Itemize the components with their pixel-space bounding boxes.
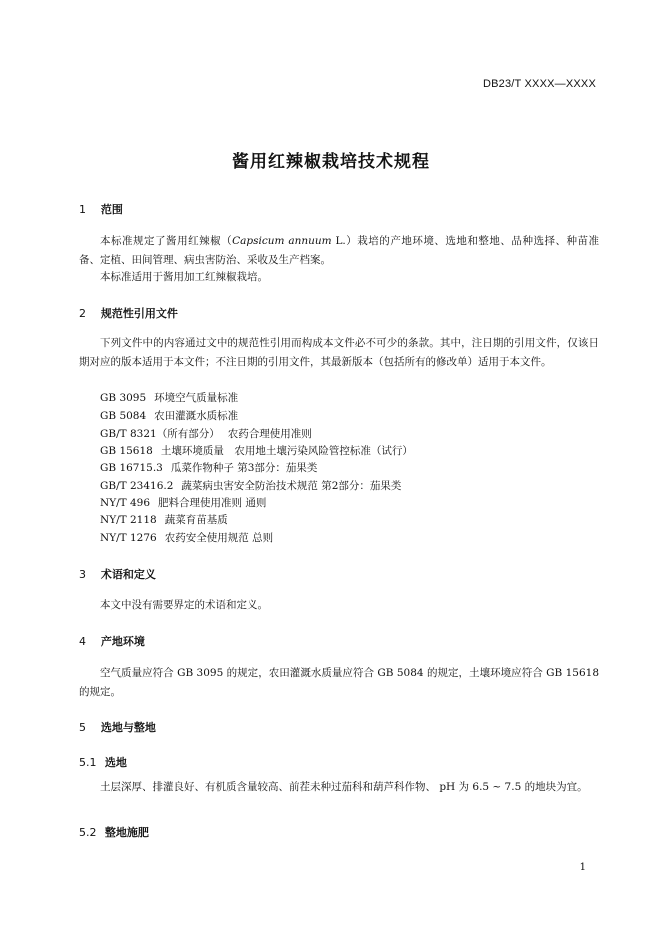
environment-paragraph: 空气质量应符合 GB 3095 的规定，农田灌溉水质量应符合 GB 5084 的规定，土壤环境应符合 GB 15618 的规定。 [79, 667, 599, 698]
section-number: 1 [79, 203, 86, 216]
latin-name: Capsicum annuum [232, 235, 332, 247]
reference-item: NY/T 1276 农药安全使用规范 总则 [100, 532, 274, 544]
reference-item: NY/T 496 肥料合理使用准则 通则 [100, 497, 267, 509]
section-number: 3 [79, 568, 86, 581]
section-title: 选地 [104, 756, 127, 769]
standard-code: DB23/T XXXX—XXXX [482, 78, 596, 90]
scope-paragraph-1: 本标准规定了酱用红辣椒（Capsicum annuum L.）栽培的产地环境、选地和整地、品种选择、种苗准备、定植、田间管理、病虫害防治、采收及生产档案。 [79, 235, 599, 266]
section-number: 2 [79, 307, 86, 320]
document-title: 酱用红辣椒栽培技术规程 [232, 152, 430, 172]
section-heading-normative [79, 305, 178, 321]
section-title: 术语和定义 [100, 568, 156, 581]
section-number: 5 [79, 721, 86, 734]
section-number: 5.1 [79, 756, 97, 769]
reference-item: GB 5084 农田灌溉水质标准 [100, 410, 239, 422]
reference-item: GB/T 23416.2 蔬菜病虫害安全防治技术规范 第2部分：茄果类 [100, 480, 402, 492]
normative-intro: 下列文件中的内容通过文中的规范性引用而构成本文件必不可少的条款。其中，注日期的引用文件，仅该日期对应的版本适用于本文件；不注日期的引用文件，其最新版本（包括所有的修改单）适用于本文件。 [79, 337, 599, 368]
section-title: 选地与整地 [100, 721, 156, 734]
site-paragraph: 土层深厚、排灌良好、有机质含量较高、前茬未种过茄科和葫芦科作物、 pH 为 6.5 ~ 7.5 的地块为宜。 [100, 781, 588, 793]
scope-paragraph-2: 本标准适用于酱用加工红辣椒栽培。 [100, 271, 268, 283]
section-heading-scope [79, 201, 123, 217]
section-heading-terms [79, 566, 156, 582]
page-number: 1 [579, 862, 586, 873]
terms-paragraph: 本文中没有需要界定的术语和定义。 [100, 599, 268, 611]
section-heading-site [79, 719, 156, 735]
reference-item: GB 16715.3 瓜菜作物种子 第3部分：茄果类 [100, 462, 318, 474]
section-number: 5.2 [79, 826, 97, 839]
section-title: 整地施肥 [104, 826, 149, 839]
reference-item: GB 15618 土壤环境质量 农用地土壤污染风险管控标准（试行） [100, 445, 413, 457]
subsection-heading-site-selection [79, 754, 127, 770]
section-title: 范围 [100, 203, 123, 216]
section-heading-environment [79, 633, 145, 649]
section-number: 4 [79, 635, 86, 648]
reference-item: GB/T 8321（所有部分） 农药合理使用准则 [100, 428, 312, 440]
reference-item: NY/T 2118 蔬菜育苗基质 [100, 514, 228, 526]
section-title: 产地环境 [100, 635, 145, 648]
reference-item: GB 3095 环境空气质量标准 [100, 392, 239, 404]
subsection-heading-land-prep [79, 824, 149, 840]
section-title: 规范性引用文件 [100, 307, 178, 320]
